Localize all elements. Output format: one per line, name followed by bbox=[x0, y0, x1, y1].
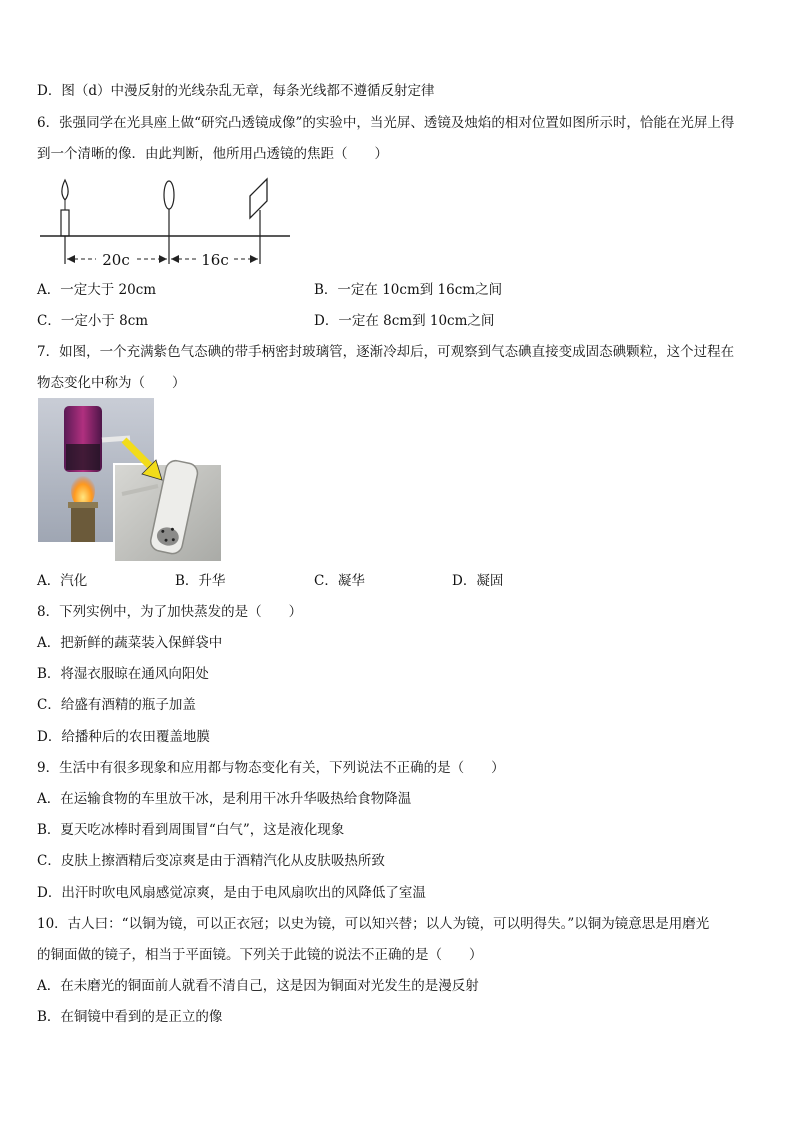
convex-lens-icon bbox=[164, 181, 174, 264]
q6-option-c: C．一定小于 8cm bbox=[37, 313, 149, 329]
q8-option-a: A．把新鲜的蔬菜装入保鲜袋中 bbox=[37, 635, 223, 651]
q6-option-d: D．一定在 8cm到 10cm之间 bbox=[314, 313, 495, 329]
q7-option-d: D．凝固 bbox=[452, 573, 504, 589]
q7-option-c: C．凝华 bbox=[314, 573, 365, 589]
q6-stem-line2: 到一个清晰的像．由此判断，他所用凸透镜的焦距（ ） bbox=[37, 146, 388, 162]
q8-option-d: D．给播种后的农田覆盖地膜 bbox=[37, 729, 210, 745]
q9-option-a: A．在运输食物的车里放干冰，是利用干冰升华吸热给食物降温 bbox=[37, 791, 412, 807]
q6-option-a: A．一定大于 20cm bbox=[37, 282, 157, 298]
q7-stem-line2: 物态变化中称为（ ） bbox=[37, 375, 186, 391]
q6-option-b: B．一定在 10cm到 16cm之间 bbox=[314, 282, 503, 298]
left-distance-label: 20c bbox=[102, 251, 130, 269]
candle-icon bbox=[61, 180, 69, 236]
q7-option-a: A．汽化 bbox=[37, 573, 88, 589]
iodine-tube-photo bbox=[38, 398, 222, 562]
q6-stem-line1: 6．张强同学在光具座上做“研究凸透镜成像”的实验中，当光屏、透镜及烛焰的相对位置如图所示时，恰能在光屏上得 bbox=[37, 115, 735, 131]
right-distance-label: 16c bbox=[201, 251, 229, 269]
q9-stem: 9．生活中有很多现象和应用都与物态变化有关，下列说法不正确的是（ ） bbox=[37, 760, 505, 776]
q10-stem-line2: 的铜面做的镜子，相当于平面镜。下列关于此镜的说法不正确的是（ ） bbox=[37, 947, 483, 963]
q7-stem-line1: 7．如图，一个充满紫色气态碘的带手柄密封玻璃管，逐渐冷却后，可观察到气态碘直接变成固态碘颗粒，这个过程在 bbox=[37, 344, 735, 360]
q8-option-b: B．将湿衣服晾在通风向阳处 bbox=[37, 666, 209, 682]
q9-option-b: B．夏天吃冰棒时看到周围冒“白气”，这是液化现象 bbox=[37, 822, 345, 838]
q10-option-a: A．在未磨光的铜面前人就看不清自己，这是因为铜面对光发生的是漫反射 bbox=[37, 978, 479, 994]
q9-option-c: C．皮肤上擦酒精后变凉爽是由于酒精汽化从皮肤吸热所致 bbox=[37, 853, 385, 869]
q5-option-d: D．图（d）中漫反射的光线杂乱无章，每条光线都不遵循反射定律 bbox=[37, 83, 435, 99]
q8-stem: 8．下列实例中，为了加快蒸发的是（ ） bbox=[37, 604, 303, 620]
q7-option-b: B．升华 bbox=[175, 573, 226, 589]
q10-stem-line1: 10．古人曰：“以铜为镜，可以正衣冠；以史为镜，可以知兴替；以人为镜，可以明得失。”以铜为镜意思是用磨光 bbox=[37, 916, 710, 932]
q9-option-d: D．出汗时吹电风扇感觉凉爽，是由于电风扇吹出的风降低了室温 bbox=[37, 885, 426, 901]
optical-bench-diagram bbox=[38, 174, 296, 272]
q10-option-b: B．在铜镜中看到的是正立的像 bbox=[37, 1009, 223, 1025]
q8-option-c: C．给盛有酒精的瓶子加盖 bbox=[37, 697, 196, 713]
light-screen-icon bbox=[250, 179, 267, 264]
